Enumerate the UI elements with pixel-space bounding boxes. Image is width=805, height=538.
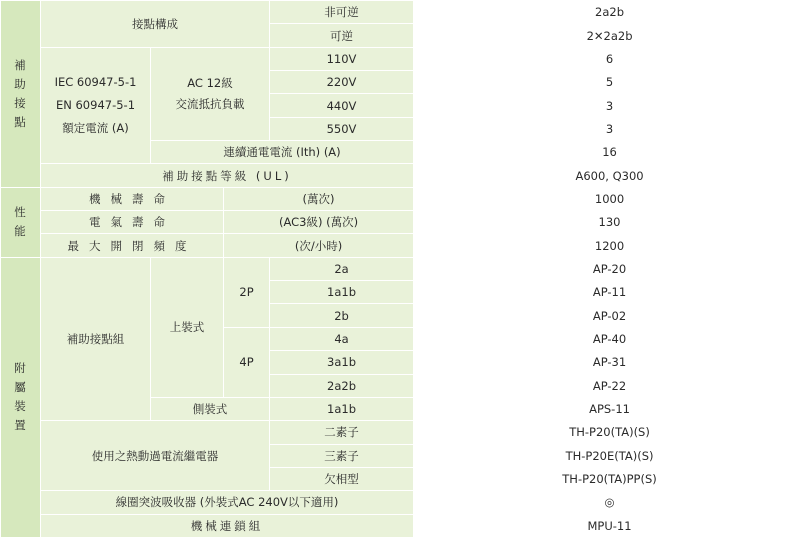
aux-row-value: AP-02	[414, 304, 805, 327]
aux-set-label: 補助接點組	[41, 257, 151, 420]
voltage-value: 5	[414, 71, 805, 94]
section-accessories	[1, 257, 41, 537]
ac12-class: AC 12級	[187, 75, 233, 90]
thermal-row-value: TH-P20E(TA)(S)	[414, 444, 805, 467]
top-mount-label: 上裝式	[151, 257, 224, 397]
thermal-row-value: TH-P20(TA)PP(S)	[414, 467, 805, 490]
standards-cell	[41, 47, 151, 164]
section-accessories-label: 附屬裝置	[14, 361, 27, 433]
aux-row-label: 4a	[270, 327, 414, 350]
thermal-row-label: 三素子	[270, 444, 414, 467]
section-aux-contacts	[1, 1, 41, 188]
side-mount-contact: 1a1b	[270, 397, 414, 420]
pole-2p-label: 2P	[224, 257, 270, 327]
contact-config-row-value: 2✕2a2b	[414, 24, 805, 47]
ul-label: 補助接點等級 (UL)	[41, 164, 414, 187]
ac12-cell	[151, 47, 270, 140]
aux-row-value: AP-22	[414, 374, 805, 397]
perf-value: 130	[414, 211, 805, 234]
standard-iec: IEC 60947-5-1	[54, 75, 137, 90]
ac12-load: 交流抵抗負載	[175, 96, 245, 111]
ul-value: A600, Q300	[414, 164, 805, 187]
aux-row-value: AP-11	[414, 281, 805, 304]
aux-row-label: 3a1b	[270, 351, 414, 374]
voltage-value: 6	[414, 47, 805, 70]
contact-config-row-label: 非可逆	[270, 1, 414, 24]
aux-row-label: 2a	[270, 257, 414, 280]
side-mount-value: APS-11	[414, 397, 805, 420]
thermal-relay-label: 使用之熱動過電流繼電器	[41, 421, 270, 491]
voltage-label: 440V	[270, 94, 414, 117]
thermal-row-label: 二素子	[270, 421, 414, 444]
rated-current-label: 額定電流 (A)	[62, 121, 129, 136]
perf-label: 機械壽命	[41, 187, 224, 210]
section-performance	[1, 187, 41, 257]
interlock-value: MPU-11	[414, 514, 805, 537]
section-performance-label: 性能	[14, 205, 27, 239]
aux-row-label: 1a1b	[270, 281, 414, 304]
surge-absorber-label: 線圈突波吸收器 (外裝式AC 240V以下適用)	[41, 491, 414, 514]
perf-value: 1200	[414, 234, 805, 257]
perf-label: 電氣壽命	[41, 211, 224, 234]
voltage-label: 220V	[270, 71, 414, 94]
side-mount-label: 側裝式	[151, 397, 270, 420]
standard-en: EN 60947-5-1	[55, 98, 136, 113]
pole-4p-label: 4P	[224, 327, 270, 397]
aux-row-label: 2b	[270, 304, 414, 327]
voltage-value: 3	[414, 94, 805, 117]
perf-unit: (萬次)	[224, 187, 414, 210]
interlock-label: 機械連鎖組	[41, 514, 414, 537]
aux-row-value: AP-20	[414, 257, 805, 280]
section-aux-label: 補助接點	[14, 57, 27, 129]
ith-value: 16	[414, 141, 805, 164]
contact-config-row-value: 2a2b	[414, 1, 805, 24]
voltage-label: 110V	[270, 47, 414, 70]
perf-label: 最大開閉頻度	[41, 234, 224, 257]
voltage-label: 550V	[270, 117, 414, 140]
voltage-value: 3	[414, 117, 805, 140]
thermal-row-value: TH-P20(TA)(S)	[414, 421, 805, 444]
aux-row-label: 2a2b	[270, 374, 414, 397]
surge-absorber-value: ◎	[414, 491, 805, 514]
perf-value: 1000	[414, 187, 805, 210]
perf-unit: (AC3級) (萬次)	[224, 211, 414, 234]
perf-unit: (次/小時)	[224, 234, 414, 257]
aux-row-value: AP-31	[414, 351, 805, 374]
ith-label: 連續通電電流 (Ith) (A)	[151, 141, 414, 164]
contact-config-label: 接點構成	[41, 1, 270, 48]
contact-config-row-label: 可逆	[270, 24, 414, 47]
aux-row-value: AP-40	[414, 327, 805, 350]
thermal-row-label: 欠相型	[270, 467, 414, 490]
